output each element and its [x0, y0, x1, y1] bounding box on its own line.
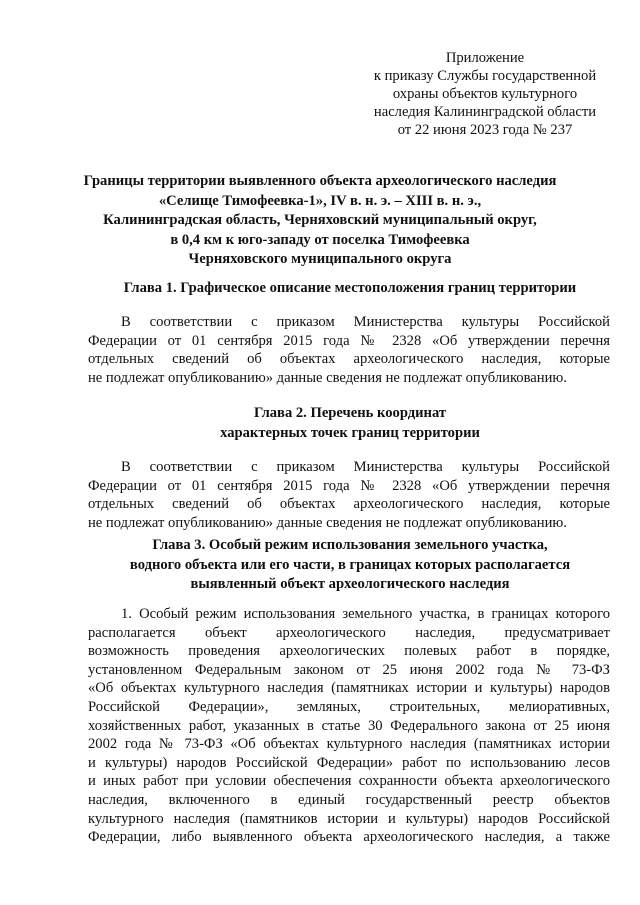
paragraph-line: Федерации от 01 сентября 2015 года № 2328 «Об утверждении перечня [88, 477, 610, 494]
paragraph-line: 2002 года № 73-ФЗ «Об объектах культурного наследия (памятниках истории [88, 736, 610, 753]
title-line: «Селище Тимофеевка-1», IV в. н. э. – XIII в. н. э., [158, 192, 482, 209]
paragraph-line: и культуры) народов Российской Федерации» работ по использованию лесов [88, 754, 610, 771]
document-title [60, 172, 580, 270]
appendix-line: Приложение [445, 50, 525, 66]
paragraph-line: 1. Особый режим использования земельного участка, в границах которого [121, 606, 610, 622]
heading-line: Глава 3. Особый режим использования земельного участка, [152, 537, 548, 553]
chapter-1-paragraph [88, 313, 610, 387]
paragraph-line: отдельных сведений об объектах археологического наследия, которые [88, 351, 610, 368]
appendix-header [360, 49, 610, 139]
paragraph-line: не подлежат опубликованию» данные сведения не подлежат опубликованию. [88, 369, 567, 386]
paragraph-line: установленном Федеральным законом от 25 июня 2002 года № 73-ФЗ [88, 661, 610, 678]
paragraph-line: В соответствии с приказом Министерства культуры Российской [121, 314, 610, 330]
paragraph-line: «Об объектах культурного наследия (памятниках истории и культуры) народов [88, 680, 610, 697]
chapter-1-heading [60, 279, 640, 299]
paragraph-line: культурного наследия (памятников истории и культуры) народов Российской [88, 810, 610, 827]
paragraph-line: возможность проведения археологических полевых работ в порядке, [88, 643, 610, 660]
paragraph-line: располагается объект археологического наследия, предусматривает [88, 624, 610, 641]
title-line: в 0,4 км к юго-западу от поселка Тимофеевка [170, 231, 470, 248]
heading-line: Глава 1. Графическое описание местоположения границ территории [123, 280, 577, 296]
appendix-line: охраны объектов культурного [392, 86, 578, 102]
chapter-2-paragraph [88, 458, 610, 532]
paragraph-line: наследия, включенного в единый государственный реестр объектов [88, 791, 610, 808]
appendix-line: от 22 июня 2023 года № 237 [397, 122, 573, 138]
heading-line: водного объекта или его части, в границах которых располагается [129, 556, 571, 573]
paragraph-line: и иных работ при условии обеспечения сохранности объекта археологического [88, 773, 610, 790]
chapter-3-paragraph [88, 605, 610, 847]
title-line: Границы территории выявленного объекта археологического наследия [83, 173, 557, 189]
chapter-3-heading [60, 536, 640, 595]
heading-line: Глава 2. Перечень координат [253, 405, 447, 421]
paragraph-line: хозяйственных работ, указанных в статье 30 Федерального закона от 25 июня [88, 717, 610, 734]
paragraph-line: Российской Федерации», земляных, строительных, мелиоративных, [88, 698, 610, 715]
chapter-2-heading [60, 404, 640, 443]
appendix-line: к приказу Службы государственной [373, 68, 597, 84]
paragraph-line: В соответствии с приказом Министерства культуры Российской [121, 459, 610, 475]
heading-line: выявленный объект археологического наследия [190, 576, 510, 592]
title-line: Калининградская область, Черняховский муниципальный округ, [103, 212, 537, 228]
paragraph-line: Федерации от 01 сентября 2015 года № 2328 «Об утверждении перечня [88, 332, 610, 349]
heading-line: характерных точек границ территории [220, 424, 480, 441]
appendix-line: наследия Калининградской области [373, 104, 597, 120]
paragraph-line: Федерации, либо выявленного объекта археологического наследия, а также [88, 829, 610, 846]
paragraph-line: отдельных сведений об объектах археологического наследия, которые [88, 496, 610, 513]
title-line: Черняховского муниципального округа [188, 251, 452, 267]
paragraph-line: не подлежат опубликованию» данные сведения не подлежат опубликованию. [88, 514, 567, 531]
